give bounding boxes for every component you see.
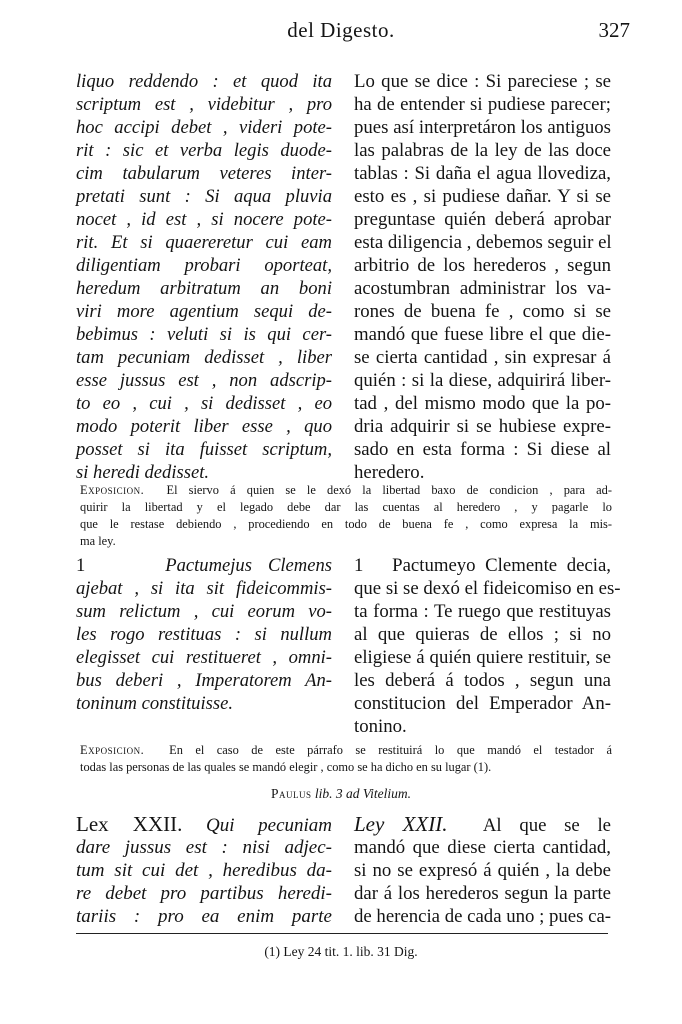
spanish-line: se cierta cantidad , sin expresar á bbox=[354, 347, 611, 368]
latin-line: re debet pro partibus heredi- bbox=[76, 883, 332, 904]
latin-line: si heredi dedisset. bbox=[76, 462, 210, 483]
latin-column-1 bbox=[76, 70, 332, 484]
latin-line: sum relictum , cui eorum vo- bbox=[76, 601, 332, 622]
exposicion-text: todas las personas de las quales se mandó elegir , como se ha dicho en su lugar (1). bbox=[80, 760, 492, 774]
latin-line: modo poterit liber esse , quo bbox=[76, 416, 332, 437]
spanish-line: arbitrio de los herederos , segun bbox=[354, 255, 611, 276]
latin-line: tariis : pro ea enim parte bbox=[76, 906, 332, 927]
exposicion-text: En el caso de este párrafo se restituirá lo que mandó el testador á bbox=[169, 743, 612, 757]
latin-line: pretati sunt : Si aqua pluvia bbox=[76, 186, 332, 207]
spanish-line: tonino. bbox=[354, 716, 407, 737]
running-header bbox=[0, 18, 682, 48]
spanish-line: al que quieras de ellos ; si no bbox=[354, 624, 611, 645]
source-ref: lib. 3 ad Vitelium. bbox=[314, 786, 411, 801]
latin-column-3 bbox=[76, 812, 332, 928]
latin-line: les rogo restituas : si nullum bbox=[76, 624, 332, 645]
paragraph-number: 1 bbox=[76, 555, 86, 576]
latin-line: rit. Et si quaereretur cui eam bbox=[76, 232, 332, 253]
latin-line: toninum constituisse. bbox=[76, 693, 234, 714]
exposicion-label: Exposicion. bbox=[80, 743, 145, 757]
latin-line: bebimus : veluti si is qui cer- bbox=[76, 324, 332, 345]
spanish-line: esto es , si pudiese dañar. Y si se bbox=[354, 186, 611, 207]
latin-line: tam pecuniam dedisset , liber bbox=[76, 347, 332, 368]
footnote: (1) Ley 24 tit. 1. lib. 31 Dig. bbox=[264, 944, 418, 959]
paragraph-number: 1 bbox=[354, 555, 364, 576]
spanish-column-3 bbox=[354, 812, 611, 928]
source-author: Paulus bbox=[270, 786, 312, 801]
spanish-line: constitucion del Emperador An- bbox=[354, 693, 611, 714]
spanish-column-1 bbox=[354, 70, 611, 484]
exposicion-text: El siervo á quien se le dexó la libertad baxo de condicion , para ad- bbox=[166, 483, 612, 497]
latin-line: elegisset cui restitueret , omni- bbox=[76, 647, 332, 668]
spanish-line: las palabras de la ley de las doce bbox=[354, 140, 611, 161]
spanish-line: que si se dexó el fideicomiso en es- bbox=[354, 578, 621, 599]
latin-line: ajebat , si ita sit fideicommis- bbox=[76, 578, 332, 599]
latin-line: esse jussus est , non adscrip- bbox=[76, 370, 332, 391]
exposicion-text: quirir la libertad y el legado debe dar las cuentas al heredero , y pagarle lo bbox=[80, 500, 612, 514]
spanish-line: Lo que se dice : Si pareciese ; se bbox=[354, 71, 611, 92]
latin-line: nocet , id est , si nocere pote- bbox=[76, 209, 332, 230]
spanish-line: ta forma : Te ruego que restituyas bbox=[354, 601, 611, 622]
spanish-line: tablas : Si daña el agua llovediza, bbox=[354, 163, 611, 184]
spanish-line: pues así interpretáron los antiguos bbox=[354, 117, 611, 138]
spanish-line: rones de buena fe , como si se bbox=[354, 301, 611, 322]
spanish-line: ha de entender si pudiese parecer; bbox=[354, 94, 611, 115]
exposicion-text: ma ley. bbox=[80, 534, 116, 548]
spanish-line: Pactumeyo Clemente decia, bbox=[392, 555, 612, 576]
spanish-line: de herencia de cada uno ; pues ca- bbox=[354, 906, 612, 927]
spanish-line: mandó que fuese libre el que die- bbox=[354, 324, 611, 345]
latin-line: scriptum est , videbitur , pro bbox=[76, 94, 332, 115]
latin-column-2 bbox=[76, 554, 332, 715]
spanish-line: Al que se le bbox=[482, 815, 612, 836]
exposicion-1 bbox=[80, 482, 612, 550]
spanish-line: eligiese á quién quiere restituir, se bbox=[354, 647, 611, 668]
latin-line: dare jussus est : nisi adjec- bbox=[76, 837, 332, 858]
latin-line: heredum arbitratum an boni bbox=[76, 278, 332, 299]
spanish-line: sado en esta forma : Si diese al bbox=[354, 439, 611, 460]
spanish-line: dria adquirir si se hubiese expre- bbox=[354, 416, 611, 437]
spanish-line: mandó que diese cierta cantidad, bbox=[354, 837, 611, 858]
spanish-line: les deberá á todos , segun una bbox=[354, 670, 611, 691]
source-citation bbox=[0, 786, 682, 802]
spanish-line: tad , del mismo modo que la po- bbox=[354, 393, 611, 414]
page-title: del Digesto. bbox=[287, 18, 395, 42]
spanish-line: si no se expresó á quién , la debe bbox=[354, 860, 611, 881]
latin-line: bus deberi , Imperatorem An- bbox=[76, 670, 332, 691]
latin-line: Pactumejus Clemens bbox=[165, 555, 332, 576]
footnote-rule bbox=[76, 933, 608, 934]
spanish-column-2 bbox=[354, 554, 621, 738]
spanish-line: dar á los herederos segun la parte bbox=[354, 883, 611, 904]
page-number: 327 bbox=[598, 18, 630, 42]
spanish-line: preguntase quién deberá aprobar bbox=[354, 209, 611, 230]
exposicion-2 bbox=[80, 742, 612, 776]
latin-line: cim tabularum veteres inter- bbox=[76, 163, 332, 184]
latin-line: to eo , cui , si dedisset , eo bbox=[76, 393, 332, 414]
latin-line: tum sit cui det , heredibus da- bbox=[76, 860, 332, 881]
exposicion-label: Exposicion. bbox=[80, 483, 145, 497]
ley-heading: Ley XXII. bbox=[354, 812, 448, 836]
latin-line: Qui pecuniam bbox=[206, 815, 333, 836]
lex-heading: Lex XXII. bbox=[76, 812, 183, 836]
latin-line: viri more agentium sequi de- bbox=[76, 301, 332, 322]
spanish-line: quién : si la diese, adquirirá liber- bbox=[354, 370, 611, 391]
spanish-line: heredero. bbox=[354, 462, 425, 483]
latin-line: posset si ita fuisset scriptum, bbox=[76, 439, 332, 460]
spanish-line: acostumbran administrar los va- bbox=[354, 278, 611, 299]
spanish-line: esta diligencia , debemos seguir el bbox=[354, 232, 612, 253]
latin-line: hoc accipi debet , videri pote- bbox=[76, 117, 332, 138]
latin-line: liquo reddendo : et quod ita bbox=[76, 71, 332, 92]
exposicion-text: que le restase debiendo , procediendo en todo de buena fe , como expresa la mis- bbox=[80, 517, 612, 531]
latin-line: diligentiam probari oporteat, bbox=[76, 255, 332, 276]
latin-line: rit : sic et verba legis duode- bbox=[76, 140, 332, 161]
